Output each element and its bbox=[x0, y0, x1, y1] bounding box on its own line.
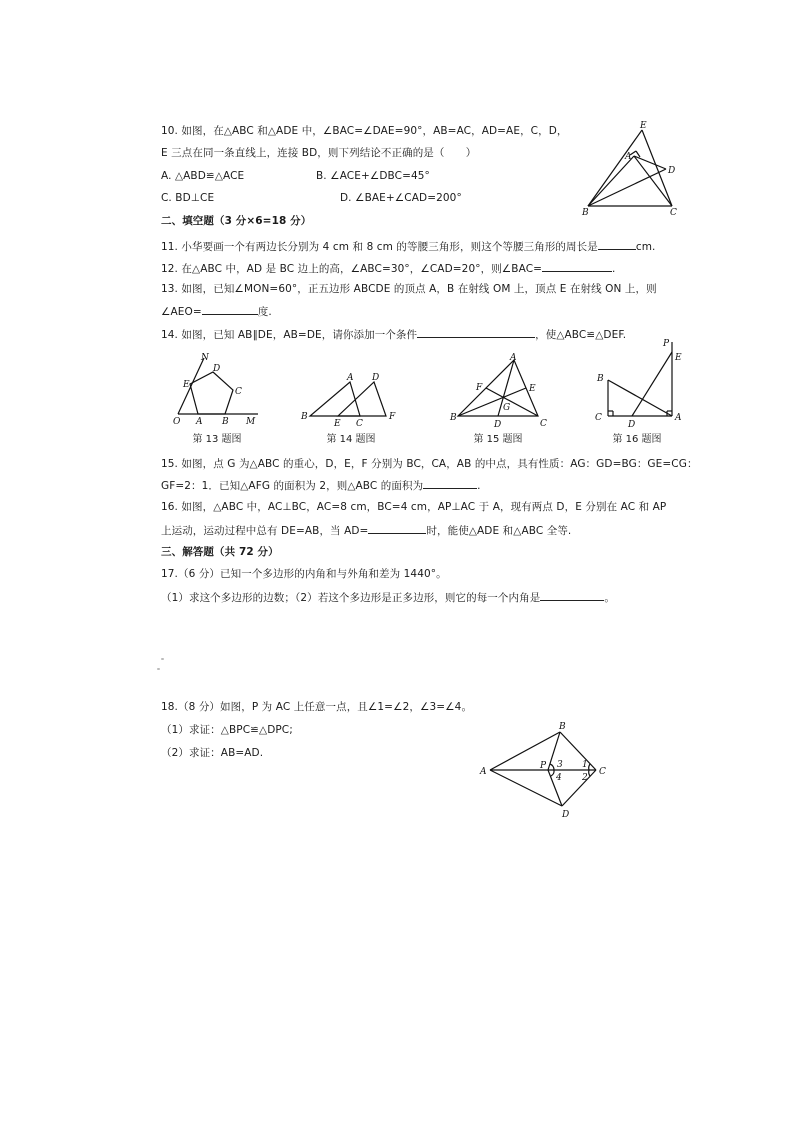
q18-label-c: C bbox=[599, 767, 606, 777]
q10-label-a: A bbox=[625, 152, 632, 162]
q18-label-1: 1 bbox=[582, 760, 588, 770]
q18-figure bbox=[478, 720, 624, 820]
q10-option-c: C. BD⊥CE bbox=[161, 192, 215, 204]
q10-line1: 10. 如图，在△ABC 和△ADE 中，∠BAC=∠DAE=90°，AB=AC，AD=AE，C，D， bbox=[161, 125, 568, 137]
q13-label-m: M bbox=[246, 417, 256, 427]
q15-line1: 15. 如图，点 G 为△ABC 的重心，D，E，F 分别为 BC，CA，AB 的中点，具有性质：AG：GD=BG：GE=CG： bbox=[161, 458, 698, 470]
q16-label-p: P bbox=[663, 339, 670, 349]
q13-prefix: ∠AEO= bbox=[161, 306, 202, 318]
q15-label-c: C bbox=[540, 419, 547, 429]
q16-line1: 16. 如图，△ABC 中，AC⊥BC，AC=8 cm，BC=4 cm，AP⊥AC 于 A，现有两点 D，E 分别在 AC 和 AP bbox=[161, 501, 667, 513]
q13-label-c: C bbox=[235, 387, 242, 397]
q18-label-p: P bbox=[540, 761, 547, 771]
q11-answer-blank[interactable] bbox=[598, 238, 636, 250]
q18-label-a: A bbox=[480, 767, 487, 777]
q12 bbox=[161, 260, 616, 276]
q14-label-d: D bbox=[372, 373, 380, 383]
q15-answer-blank[interactable] bbox=[423, 477, 477, 489]
q18-part2: （2）求证：AB=AD. bbox=[161, 747, 264, 759]
q10-label-d: D bbox=[668, 166, 676, 176]
q14-label-f: F bbox=[389, 412, 396, 422]
q12-answer-blank[interactable] bbox=[542, 260, 612, 272]
q16-figure bbox=[588, 336, 688, 430]
q13-line2 bbox=[161, 303, 272, 319]
q18-label-2: 2 bbox=[582, 773, 588, 783]
q12-text: 12. 在△ABC 中，AD 是 BC 边上的高，∠ABC=30°，∠CAD=20°，则∠BAC= bbox=[161, 263, 543, 275]
q10-line2: E 三点在同一条直线上，连接 BD，则下列结论不正确的是（ ） bbox=[161, 147, 477, 159]
q17-answer-blank[interactable] bbox=[540, 589, 604, 601]
q10-option-d: D. ∠BAE+∠CAD=200° bbox=[340, 192, 462, 204]
q14-label-b: B bbox=[301, 412, 308, 422]
q13-line1: 13. 如图，已知∠MON=60°，正五边形 ABCDE 的顶点 A，B 在射线 OM 上，顶点 E 在射线 ON 上，则 bbox=[161, 283, 657, 295]
q18-line1: 18.（8 分）如图，P 为 AC 上任意一点，且∠1=∠2，∠3=∠4。 bbox=[161, 701, 473, 713]
q13-label-d: D bbox=[213, 364, 221, 374]
q16-label-b: B bbox=[597, 374, 604, 384]
caption-q14: 第 14 题图 bbox=[326, 434, 376, 445]
q10-option-a: A. △ABD≌△ACE bbox=[161, 170, 245, 182]
q14-figure bbox=[298, 368, 404, 430]
q18-part1: （1）求证：△BPC≌△DPC; bbox=[161, 724, 293, 736]
q15-label-d: D bbox=[494, 420, 502, 430]
q10-figure bbox=[578, 120, 688, 218]
q10-label-b: B bbox=[582, 208, 589, 218]
q15-label-b: B bbox=[450, 413, 457, 423]
q16-label-a: A bbox=[675, 413, 682, 423]
q10-label-c: C bbox=[670, 208, 677, 218]
q13-end: 度. bbox=[257, 306, 272, 318]
q11-text: 11. 小华要画一个有两边长分别为 4 cm 和 8 cm 的等腰三角形，则这个等腰三角形的周长是 bbox=[161, 241, 598, 253]
q13-label-o: O bbox=[173, 417, 181, 427]
q16-text: 上运动，运动过程中总有 DE=AB，当 AD= bbox=[161, 525, 369, 537]
q16-answer-blank[interactable] bbox=[368, 522, 426, 534]
q14-label-a: A bbox=[347, 373, 354, 383]
q14-text: 14. 如图，已知 AB∥DE，AB=DE，请你添加一个条件 bbox=[161, 329, 418, 341]
q17-line2 bbox=[161, 589, 615, 605]
q16-line2 bbox=[161, 522, 571, 538]
q13-label-a: A bbox=[196, 417, 203, 427]
q13-label-e: E bbox=[183, 380, 190, 390]
q13-label-b: B bbox=[222, 417, 229, 427]
q11-unit: cm. bbox=[635, 241, 656, 253]
q17-text: （1）求这个多边形的边数；（2）若这个多边形是正多边形，则它的每一个内角是 bbox=[161, 592, 541, 604]
q11 bbox=[161, 238, 655, 254]
q18-label-4: 4 bbox=[556, 773, 562, 783]
q13-label-n: N bbox=[201, 353, 209, 363]
q10-option-b: B. ∠ACE+∠DBC=45° bbox=[316, 170, 430, 182]
q14-label-c: C bbox=[356, 419, 363, 429]
q16-label-e: E bbox=[675, 353, 682, 363]
q18-label-3: 3 bbox=[557, 760, 563, 770]
q18-label-d: D bbox=[562, 810, 570, 820]
q16-end: 时，能使△ADE 和△ABC 全等. bbox=[426, 525, 572, 537]
q15-label-f: F bbox=[476, 383, 483, 393]
caption-q13: 第 13 题图 bbox=[192, 434, 242, 445]
q15-end: . bbox=[477, 480, 481, 492]
scan-speck bbox=[161, 658, 164, 660]
scan-speck bbox=[157, 668, 160, 670]
caption-q15: 第 15 题图 bbox=[473, 434, 523, 445]
q14-answer-blank[interactable] bbox=[417, 326, 535, 338]
q15-label-e: E bbox=[529, 384, 536, 394]
section-3-heading: 三、解答题（共 72 分） bbox=[161, 546, 279, 558]
q17-line1: 17.（6 分）已知一个多边形的内角和与外角和差为 1440°。 bbox=[161, 568, 447, 580]
q16-label-d: D bbox=[628, 420, 636, 430]
q14-end: ，使△ABC≌△DEF. bbox=[535, 329, 627, 341]
q18-label-b: B bbox=[559, 722, 566, 732]
caption-q16: 第 16 题图 bbox=[612, 434, 662, 445]
q13-figure bbox=[172, 352, 264, 428]
q10-label-e: E bbox=[640, 121, 647, 131]
q15-figure bbox=[448, 350, 552, 430]
q15-line2 bbox=[161, 477, 481, 493]
q14-label-e: E bbox=[334, 419, 341, 429]
q16-label-c: C bbox=[595, 413, 602, 423]
q15-label-a: A bbox=[510, 353, 517, 363]
q15-text: GF=2：1．已知△AFG 的面积为 2，则△ABC 的面积为 bbox=[161, 480, 424, 492]
q13-answer-blank[interactable] bbox=[202, 303, 258, 315]
q14 bbox=[161, 326, 626, 342]
section-2-heading: 二、填空题（3 分×6=18 分） bbox=[161, 215, 312, 227]
q12-end: . bbox=[612, 263, 616, 275]
q17-end: 。 bbox=[604, 592, 615, 604]
q15-label-g: G bbox=[503, 403, 511, 413]
